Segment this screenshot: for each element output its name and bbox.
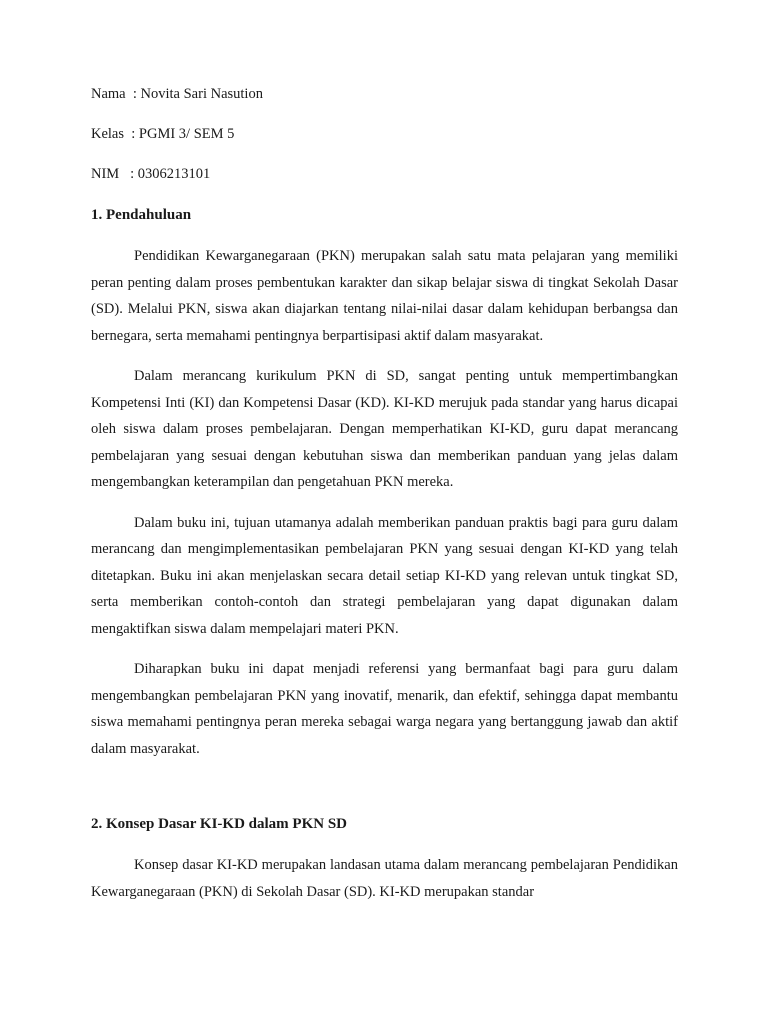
paragraph-intro-2: Dalam merancang kurikulum PKN di SD, sangat penting untuk mempertimbangkan Kompetensi Inti (KI) dan Kompetensi Dasar (KD). KI-KD merujuk pada standar yang harus dicapai oleh siswa dalam proses pembelajaran. Dengan memperhatikan KI-KD, guru dapat merancang pembelajaran yang sesuai dengan kebutuhan siswa dan memberikan panduan yang jelas dalam mengembangkan keterampilan dan pengetahuan PKN mereka. — [91, 368, 678, 490]
paragraph-intro-3: Dalam buku ini, tujuan utamanya adalah memberikan panduan praktis bagi para guru dalam merancang dan mengimplementasikan pembelajaran PKN yang sesuai dengan KI-KD yang telah ditetapkan. Buku ini akan menjelaskan secara detail setiap KI-KD yang relevan untuk tingkat SD, serta memberikan contoh-contoh dan strategi pembelajaran yang dapat digunakan dalam mengaktifkan siswa dalam mempelajari materi PKN. — [91, 514, 678, 637]
student-name: Nama : Novita Sari Nasution — [91, 86, 263, 102]
section-heading-konsep-dasar: 2. Konsep Dasar KI-KD dalam PKN SD — [91, 816, 347, 832]
student-nim: NIM : 0306213101 — [91, 166, 211, 182]
document-page — [91, 84, 678, 905]
paragraph-intro-4: Diharapkan buku ini dapat menjadi referensi yang bermanfaat bagi para guru dalam mengembangkan pembelajaran PKN yang inovatif, menarik, dan efektif, sehingga dapat membantu siswa memahami pentingnya peran mereka sebagai warga negara yang bertanggung jawab dan aktif dalam masyarakat. — [91, 661, 678, 757]
paragraph-intro-1: Pendidikan Kewarganegaraan (PKN) merupakan salah satu mata pelajaran yang memiliki peran penting dalam proses pembentukan karakter dan sikap belajar siswa di tingkat Sekolah Dasar (SD). Melalui PKN, siswa akan diajarkan tentang nilai-nilai dasar dalam kehidupan berbangsa dan bernegara, serta memahami pentingnya berpartisipasi aktif dalam masyarakat. — [91, 248, 678, 344]
section-heading-pendahuluan: 1. Pendahuluan — [91, 207, 192, 223]
student-class: Kelas : PGMI 3/ SEM 5 — [91, 126, 235, 142]
paragraph-konsep-1: Konsep dasar KI-KD merupakan landasan utama dalam merancang pembelajaran Pendidikan Kewarganegaraan (PKN) di Sekolah Dasar (SD). KI-KD merupakan standar — [91, 857, 678, 900]
